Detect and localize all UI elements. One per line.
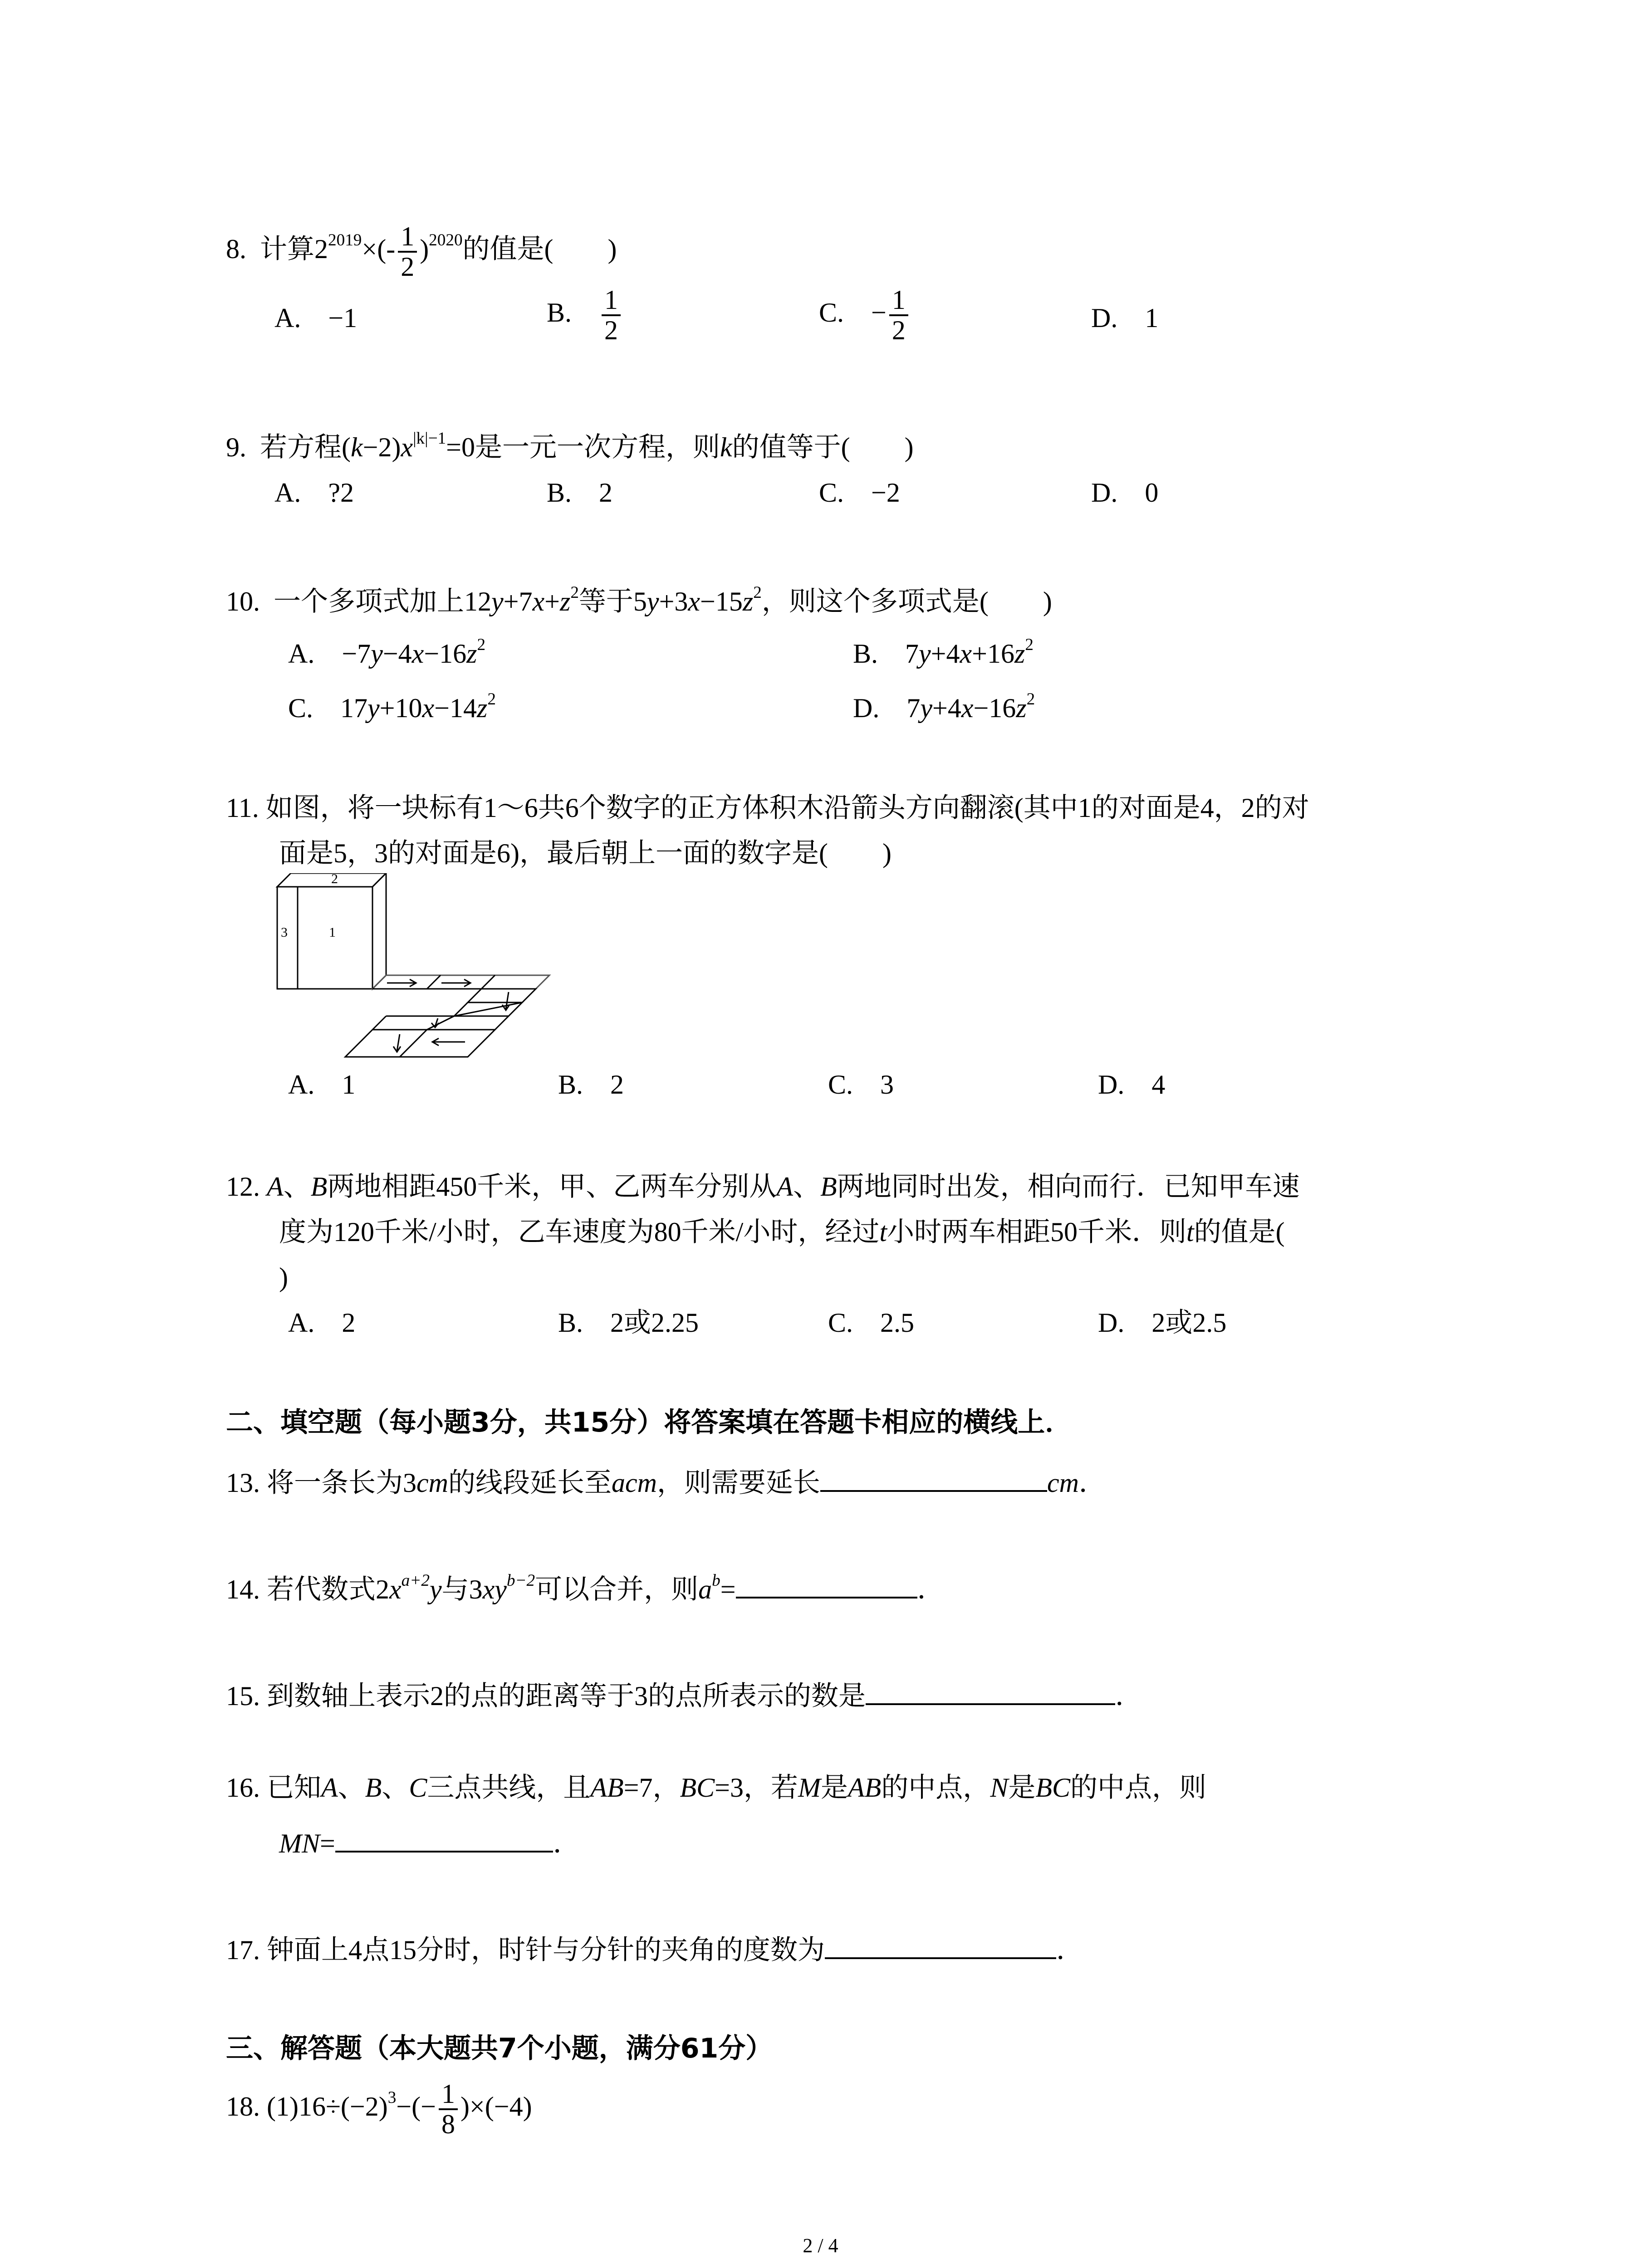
question-15: 15. 到数轴上表示2的点的距离等于3的点所表示的数是 ． (226, 1676, 1142, 1712)
question-12-line-3: ) (279, 1262, 288, 1292)
question-17: 17. 钟面上4点15分时，时针与分针的夹角的度数为 ． (226, 1930, 1083, 1966)
q10-option-d: D. $7y+4x-16z^2$ (853, 690, 1035, 723)
answer-blank[interactable] (825, 1930, 1056, 1959)
q8-option-d: D. 1 (1091, 303, 1159, 333)
question-13: 13. 将一条长为3cm的线段延长至acm，则需要延长 cm． (226, 1463, 1106, 1499)
question-14: 14. 若代数式$2x^{a+2}y$与$3xy^{b-2}$可以合并，则$a^b=$ ． (226, 1569, 945, 1606)
fraction: $\frac{1}{8}$ (439, 2080, 458, 2139)
q9-option-d: D. 0 (1091, 478, 1159, 508)
q12-option-b: B. 2或2.25 (558, 1308, 699, 1338)
question-12-line-2: 度为120千米/小时，乙车速度为80千米/小时，经过t小时两车相距50千米．则t的值是( (279, 1217, 1285, 1247)
fraction: $\frac{1}{2}$ (398, 222, 417, 281)
q12-option-c: C. 2.5 (828, 1308, 915, 1338)
q11-option-a: A. 1 (288, 1070, 356, 1100)
q11-option-b: B. 2 (558, 1070, 624, 1100)
q12-option-a: A. 2 (288, 1308, 356, 1338)
q10-option-a: A. $-7y-4x-16z^2$ (288, 635, 486, 669)
cube-rolling-figure (274, 873, 565, 1064)
question-11-line-2: 面是5，3的对面是6)，最后朝上一面的数字是( ) (279, 838, 892, 868)
q9-option-c: C. −2 (819, 478, 900, 508)
question-9: 9. 若方程$(k-2)x^{|k|-1}=0$是一元一次方程，则k的值等于( ) (226, 429, 914, 462)
question-16-line-2: MN= ． (279, 1823, 580, 1860)
page-number: 2 / 4 (803, 2234, 838, 2257)
question-12: 12. A、B两地相距450千米，甲、乙两车分别从A、B两地同时出发，相向而行．已知甲车速 (226, 1172, 1300, 1202)
question-18: 18. $(1)16\div(-2)^3-(-$ $\frac{1}{8}$ )×(−4) (226, 2079, 532, 2139)
cube-front-number: 1 (329, 925, 336, 940)
cube-top-number: 2 (331, 873, 338, 886)
answer-blank[interactable] (335, 1823, 553, 1853)
answer-blank[interactable] (736, 1569, 917, 1598)
question-11: 11. 如图，将一块标有1～6共6个数字的正方体积木沿箭头方向翻滚(其中1的对面是4，2的对 (226, 793, 1309, 823)
q11-option-c: C. 3 (828, 1070, 894, 1100)
q9-option-a: A. ?2 (274, 478, 354, 508)
answer-blank[interactable] (866, 1676, 1115, 1705)
q11-option-d: D. 4 (1098, 1070, 1166, 1100)
cube-left-number: 3 (281, 925, 288, 940)
q8-option-c: C. − $\frac{1}{2}$ (819, 286, 911, 345)
section-2-heading: 二、填空题（每小题3分，共15分）将答案填在答题卡相应的横线上． (226, 1407, 1073, 1438)
q8-option-a: A. −1 (274, 303, 358, 333)
q9-option-b: B. 2 (547, 478, 613, 508)
q12-option-d: D. 2或2.5 (1098, 1308, 1227, 1338)
q10-option-c: C. $17y+10x-14z^2$ (288, 690, 496, 723)
question-8: 8. 计算$2^{2019}\times(-$ $\frac{1}{2}$ )$^{2020}$的值是( ) (226, 221, 617, 282)
q8-option-b: B. $\frac{1}{2}$ (547, 286, 623, 345)
section-3-heading: 三、解答题（本大题共7个小题，满分61分） (226, 2033, 773, 2064)
q10-option-b: B. $7y+4x+16z^2$ (853, 635, 1034, 669)
question-16: 16. 已知A、B、C三点共线，且AB=7，BC=3，若M是AB的中点，N是BC的中点，则 (226, 1773, 1207, 1803)
question-10: 10. 一个多项式加上$12y+7x+z^2$等于$5y+3x-15z^2$，则这个多项式是( ) (226, 583, 1052, 616)
answer-blank[interactable] (820, 1463, 1047, 1492)
